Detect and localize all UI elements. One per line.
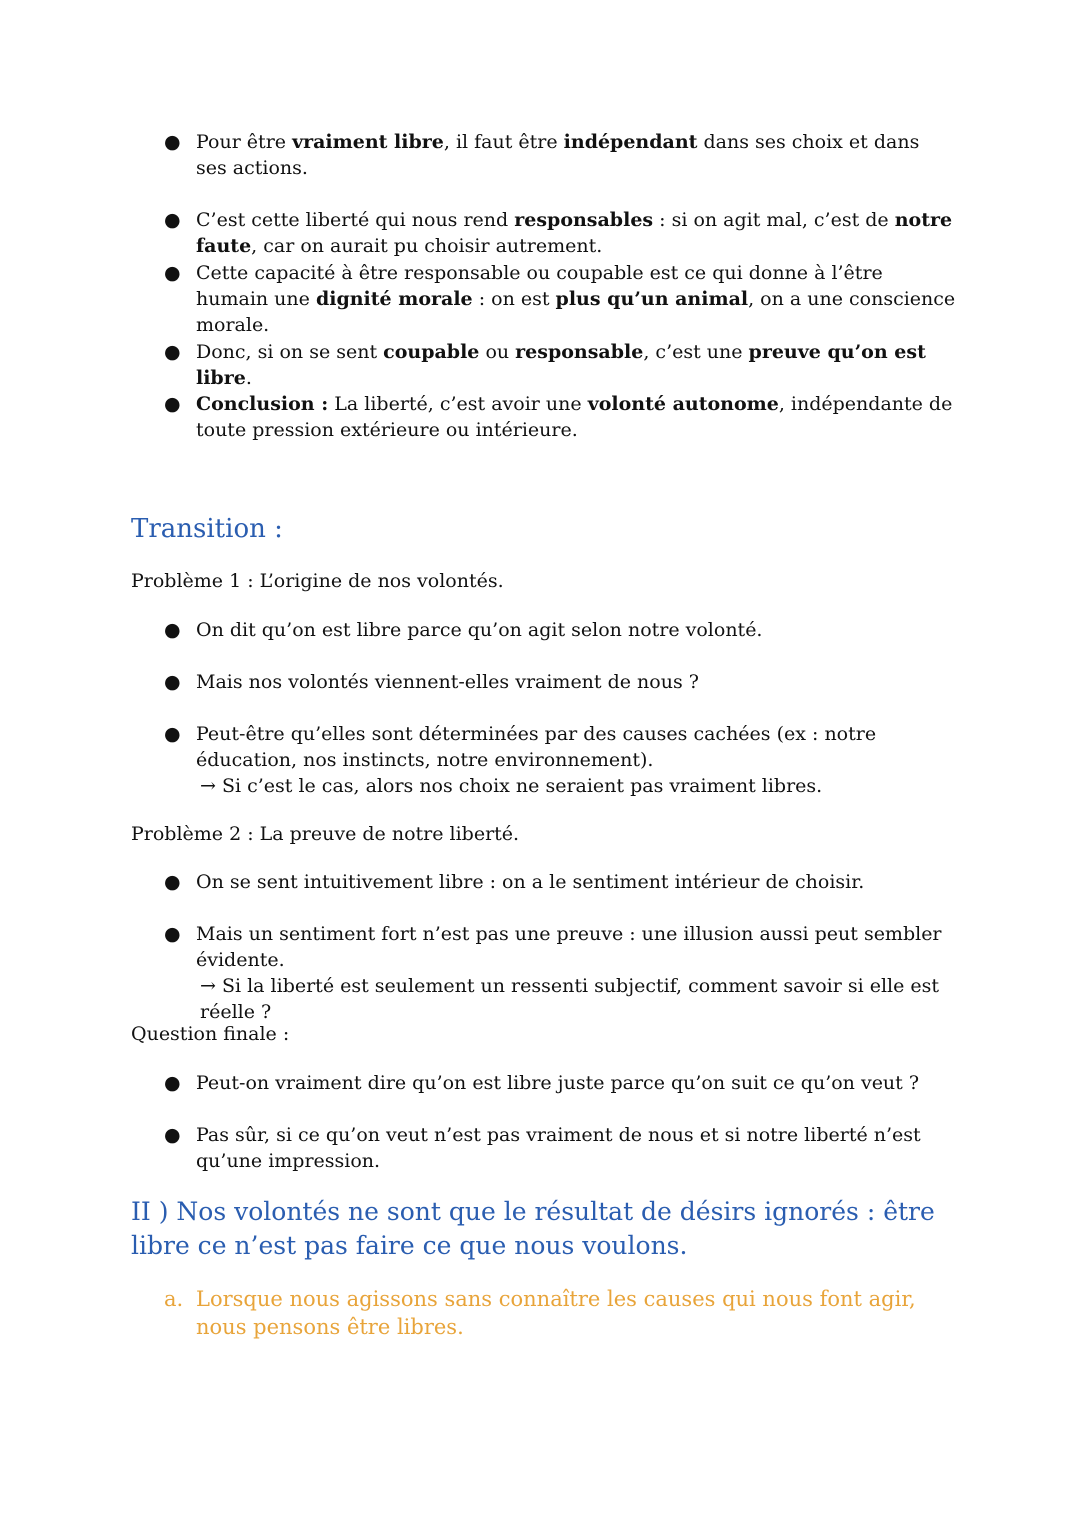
arrow-note: → Si la liberté est seulement un ressenti subjectif, comment savoir si elle est réelle ? — [200, 975, 940, 1023]
bullet-text: Peut-on vraiment dire qu’on est libre juste parce qu’on suit ce qu’on veut ? — [196, 1072, 920, 1094]
bullet-icon: ● — [164, 619, 181, 641]
final-question-label: Question finale : — [131, 1023, 290, 1045]
bullet-icon: ● — [164, 923, 181, 945]
bullet-icon: ● — [164, 393, 181, 415]
subheading-label: a. — [164, 1287, 184, 1311]
bullet-text: C’est cette liberté qui nous rend responsables : si on agit mal, c’est de notre faute, car on aurait pu choisir autrement. — [196, 209, 953, 257]
bullet-text: Pas sûr, si ce qu’on veut n’est pas vraiment de nous et si notre liberté n’est qu’une impression. — [196, 1124, 921, 1172]
bullet-text: On dit qu’on est libre parce qu’on agit selon notre volonté. — [196, 619, 763, 641]
bullet-icon: ● — [164, 262, 181, 284]
bullet-icon: ● — [164, 871, 181, 893]
bullet-text: Mais nos volontés viennent-elles vraiment de nous ? — [196, 671, 699, 693]
bullet-icon: ● — [164, 1124, 181, 1146]
bullet-text: Mais un sentiment fort n’est pas une preuve : une illusion aussi peut sembler évidente. → Si la liberté est seulement un ressenti subjectif, comment savoir si elle est réelle ? — [196, 921, 956, 1025]
problem-2-label: Problème 2 : La preuve de notre liberté. — [131, 823, 520, 845]
bullet-icon: ● — [164, 341, 181, 363]
bullet-icon: ● — [164, 209, 181, 231]
problem-1-label: Problème 1 : L’origine de nos volontés. — [131, 570, 504, 592]
bullet-icon: ● — [164, 723, 181, 745]
bullet-icon: ● — [164, 1072, 181, 1094]
transition-heading: Transition : — [131, 514, 283, 544]
bullet-text: On se sent intuitivement libre : on a le sentiment intérieur de choisir. — [196, 871, 865, 893]
bullet-icon: ● — [164, 131, 181, 153]
bullet-text: Conclusion : La liberté, c’est avoir une volonté autonome, indépendante de toute pression extérieure ou intérieure. — [196, 393, 953, 441]
bullet-text: Cette capacité à être responsable ou coupable est ce qui donne à l’être humain une dignité morale : on est plus qu’un animal, on a une conscience morale. — [196, 262, 956, 336]
bullet-text: Peut-être qu’elles sont déterminées par des causes cachées (ex : notre éducation, nos instincts, notre environnement). → Si c’est le cas, alors nos choix ne seraient pas vraiment libres. — [196, 721, 956, 799]
bullet-text: Pour être vraiment libre, il faut être indépendant dans ses choix et dans ses actions. — [196, 131, 920, 179]
section-2-heading: II ) Nos volontés ne sont que le résultat de désirs ignorés : être libre ce n’est pas faire ce que nous voulons. — [131, 1197, 935, 1260]
bullet-text: Donc, si on se sent coupable ou responsable, c’est une preuve qu’on est libre. — [196, 341, 926, 389]
subheading-text: Lorsque nous agissons sans connaître les causes qui nous font agir, nous pensons être libres. — [196, 1287, 916, 1339]
bullet-icon: ● — [164, 671, 181, 693]
arrow-note: → Si c’est le cas, alors nos choix ne seraient pas vraiment libres. — [200, 775, 823, 797]
